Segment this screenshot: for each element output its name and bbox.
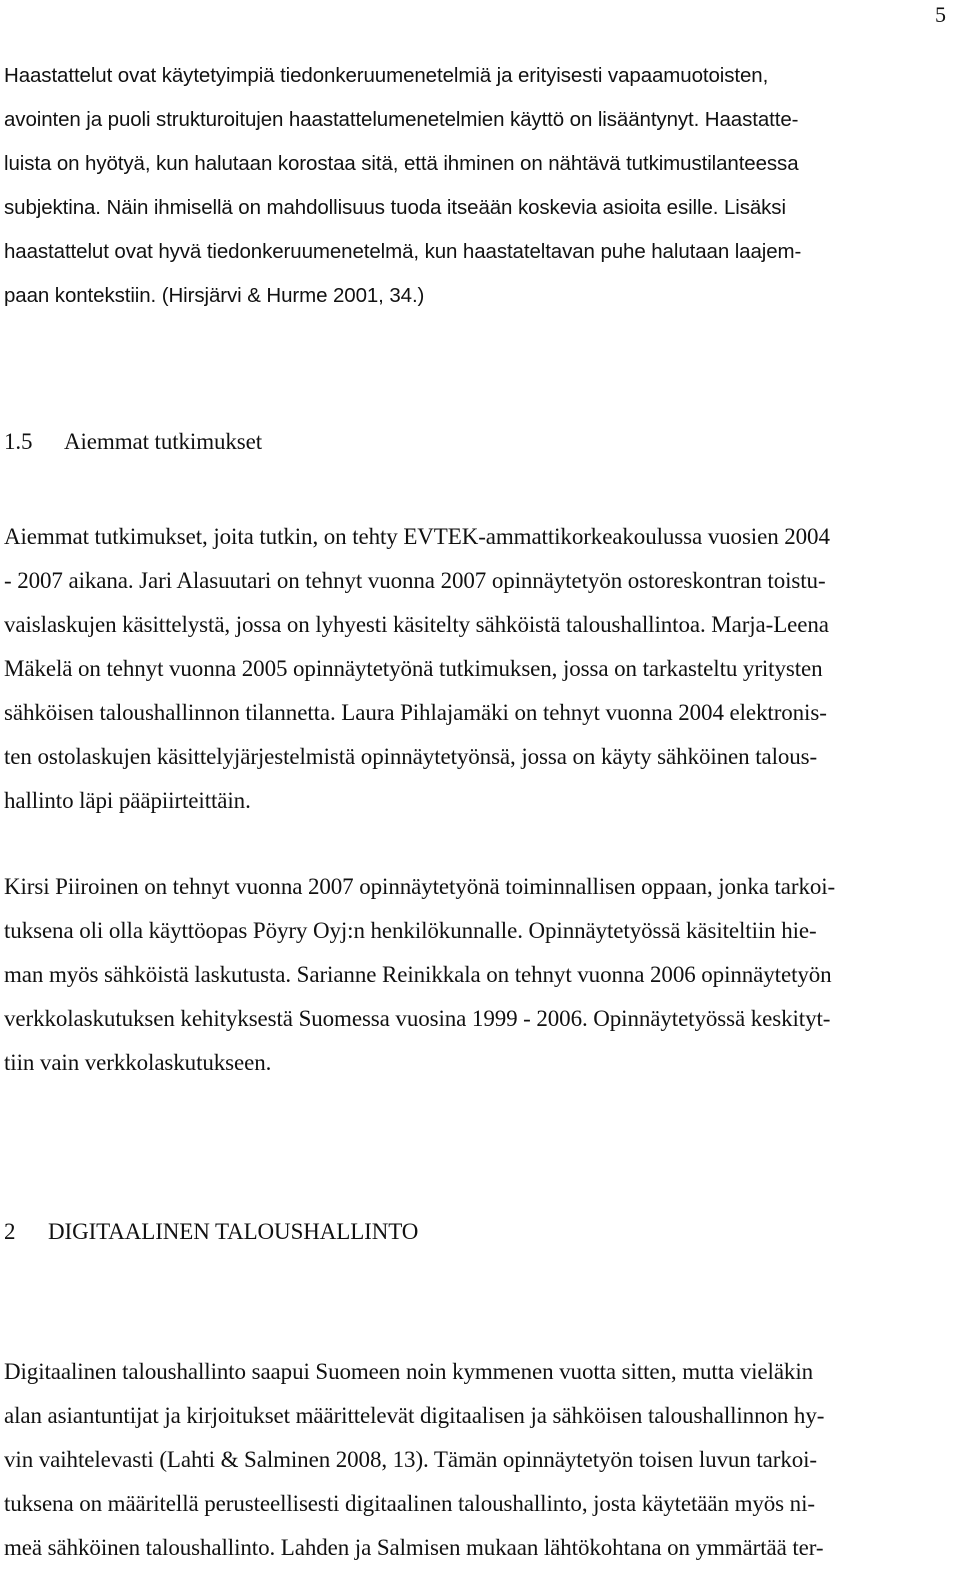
text-line: hallinto läpi pääpiirteittäin.: [4, 788, 251, 813]
text-line: tuksena on määritellä perusteellisesti digitaalinen taloushallinto, josta käytetään myös ni-: [4, 1491, 815, 1516]
text-line: subjektina. Näin ihmisellä on mahdollisuus tuoda itseään koskevia asioita esille. Lisäksi: [4, 196, 786, 219]
text-line: Aiemmat tutkimukset, joita tutkin, on tehty EVTEK-ammattikorkeakoulussa vuosien 2004: [4, 524, 830, 549]
section-heading-1-5: [4, 420, 262, 464]
text-line: Haastattelut ovat käytetyimpiä tiedonkeruumenetelmiä ja erityisesti vapaamuotoisten,: [4, 64, 769, 87]
text-line: meä sähköinen taloushallinto. Lahden ja Salmisen mukaan lähtökohtana on ymmärtää ter-: [4, 1535, 824, 1560]
text-line: luista on hyötyä, kun halutaan korostaa sitä, että ihminen on nähtävä tutkimustilanteessa: [4, 152, 799, 175]
page-number: 5: [935, 2, 946, 27]
text-line: man myös sähköistä laskutusta. Sarianne Reinikkala on tehnyt vuonna 2006 opinnäytetyön: [4, 962, 832, 987]
text-line: vin vaihtelevasti (Lahti & Salminen 2008, 13). Tämän opinnäytetyön toisen luvun tarkoi-: [4, 1447, 817, 1472]
text-line: sähköisen taloushallinnon tilannetta. Laura Pihlajamäki on tehnyt vuonna 2004 elektronis-: [4, 700, 827, 725]
text-line: Kirsi Piiroinen on tehnyt vuonna 2007 opinnäytetyönä toiminnallisen oppaan, jonka tarkoi-: [4, 874, 836, 899]
text-line: vaislaskujen käsittelystä, jossa on lyhyesti käsitelty sähköistä taloushallintoa. Marja-Leena: [4, 612, 829, 637]
section-title: Aiemmat tutkimukset: [64, 429, 263, 454]
text-line: ten ostolaskujen käsittelyjärjestelmistä opinnäytetyönsä, jossa on käyty sähköinen talous-: [4, 744, 818, 769]
chapter-heading-2: [4, 1210, 418, 1254]
text-line: Digitaalinen taloushallinto saapui Suomeen noin kymmenen vuotta sitten, mutta vieläkin: [4, 1359, 814, 1384]
text-line: tuksena oli olla käyttöopas Pöyry Oyj:n henkilökunnalle. Opinnäytetyössä käsiteltiin hie-: [4, 918, 817, 943]
section-number: 1.5: [4, 429, 33, 454]
text-line: verkkolaskutuksen kehityksestä Suomessa vuosina 1999 - 2006. Opinnäytetyössä keskityt-: [4, 1006, 831, 1031]
paragraph-previous-research-2: [4, 865, 944, 1085]
text-line: Mäkelä on tehnyt vuonna 2005 opinnäytetyönä tutkimuksen, jossa on tarkasteltu yritysten: [4, 656, 823, 681]
text-line: alan asiantuntijat ja kirjoitukset määrittelevät digitaalisen ja sähköisen taloushallinnon hy-: [4, 1403, 825, 1428]
paragraph-previous-research: [4, 515, 944, 823]
paragraph-interviews: [4, 54, 944, 318]
paragraph-digital-accounting: [4, 1350, 944, 1570]
text-line: tiin vain verkkolaskutukseen.: [4, 1050, 272, 1075]
chapter-title: DIGITAALINEN TALOUSHALLINTO: [48, 1219, 419, 1244]
text-line: haastattelut ovat hyvä tiedonkeruumenetelmä, kun haastateltavan puhe halutaan laajem-: [4, 240, 802, 263]
text-line: - 2007 aikana. Jari Alasuutari on tehnyt vuonna 2007 opinnäytetyön ostoreskontran toistu-: [4, 568, 826, 593]
chapter-number: 2: [4, 1219, 16, 1244]
text-line: avointen ja puoli strukturoitujen haastattelumenetelmien käyttö on lisääntynyt. Haastatte-: [4, 108, 799, 131]
text-line: paan kontekstiin. (Hirsjärvi & Hurme 2001, 34.): [4, 284, 425, 307]
